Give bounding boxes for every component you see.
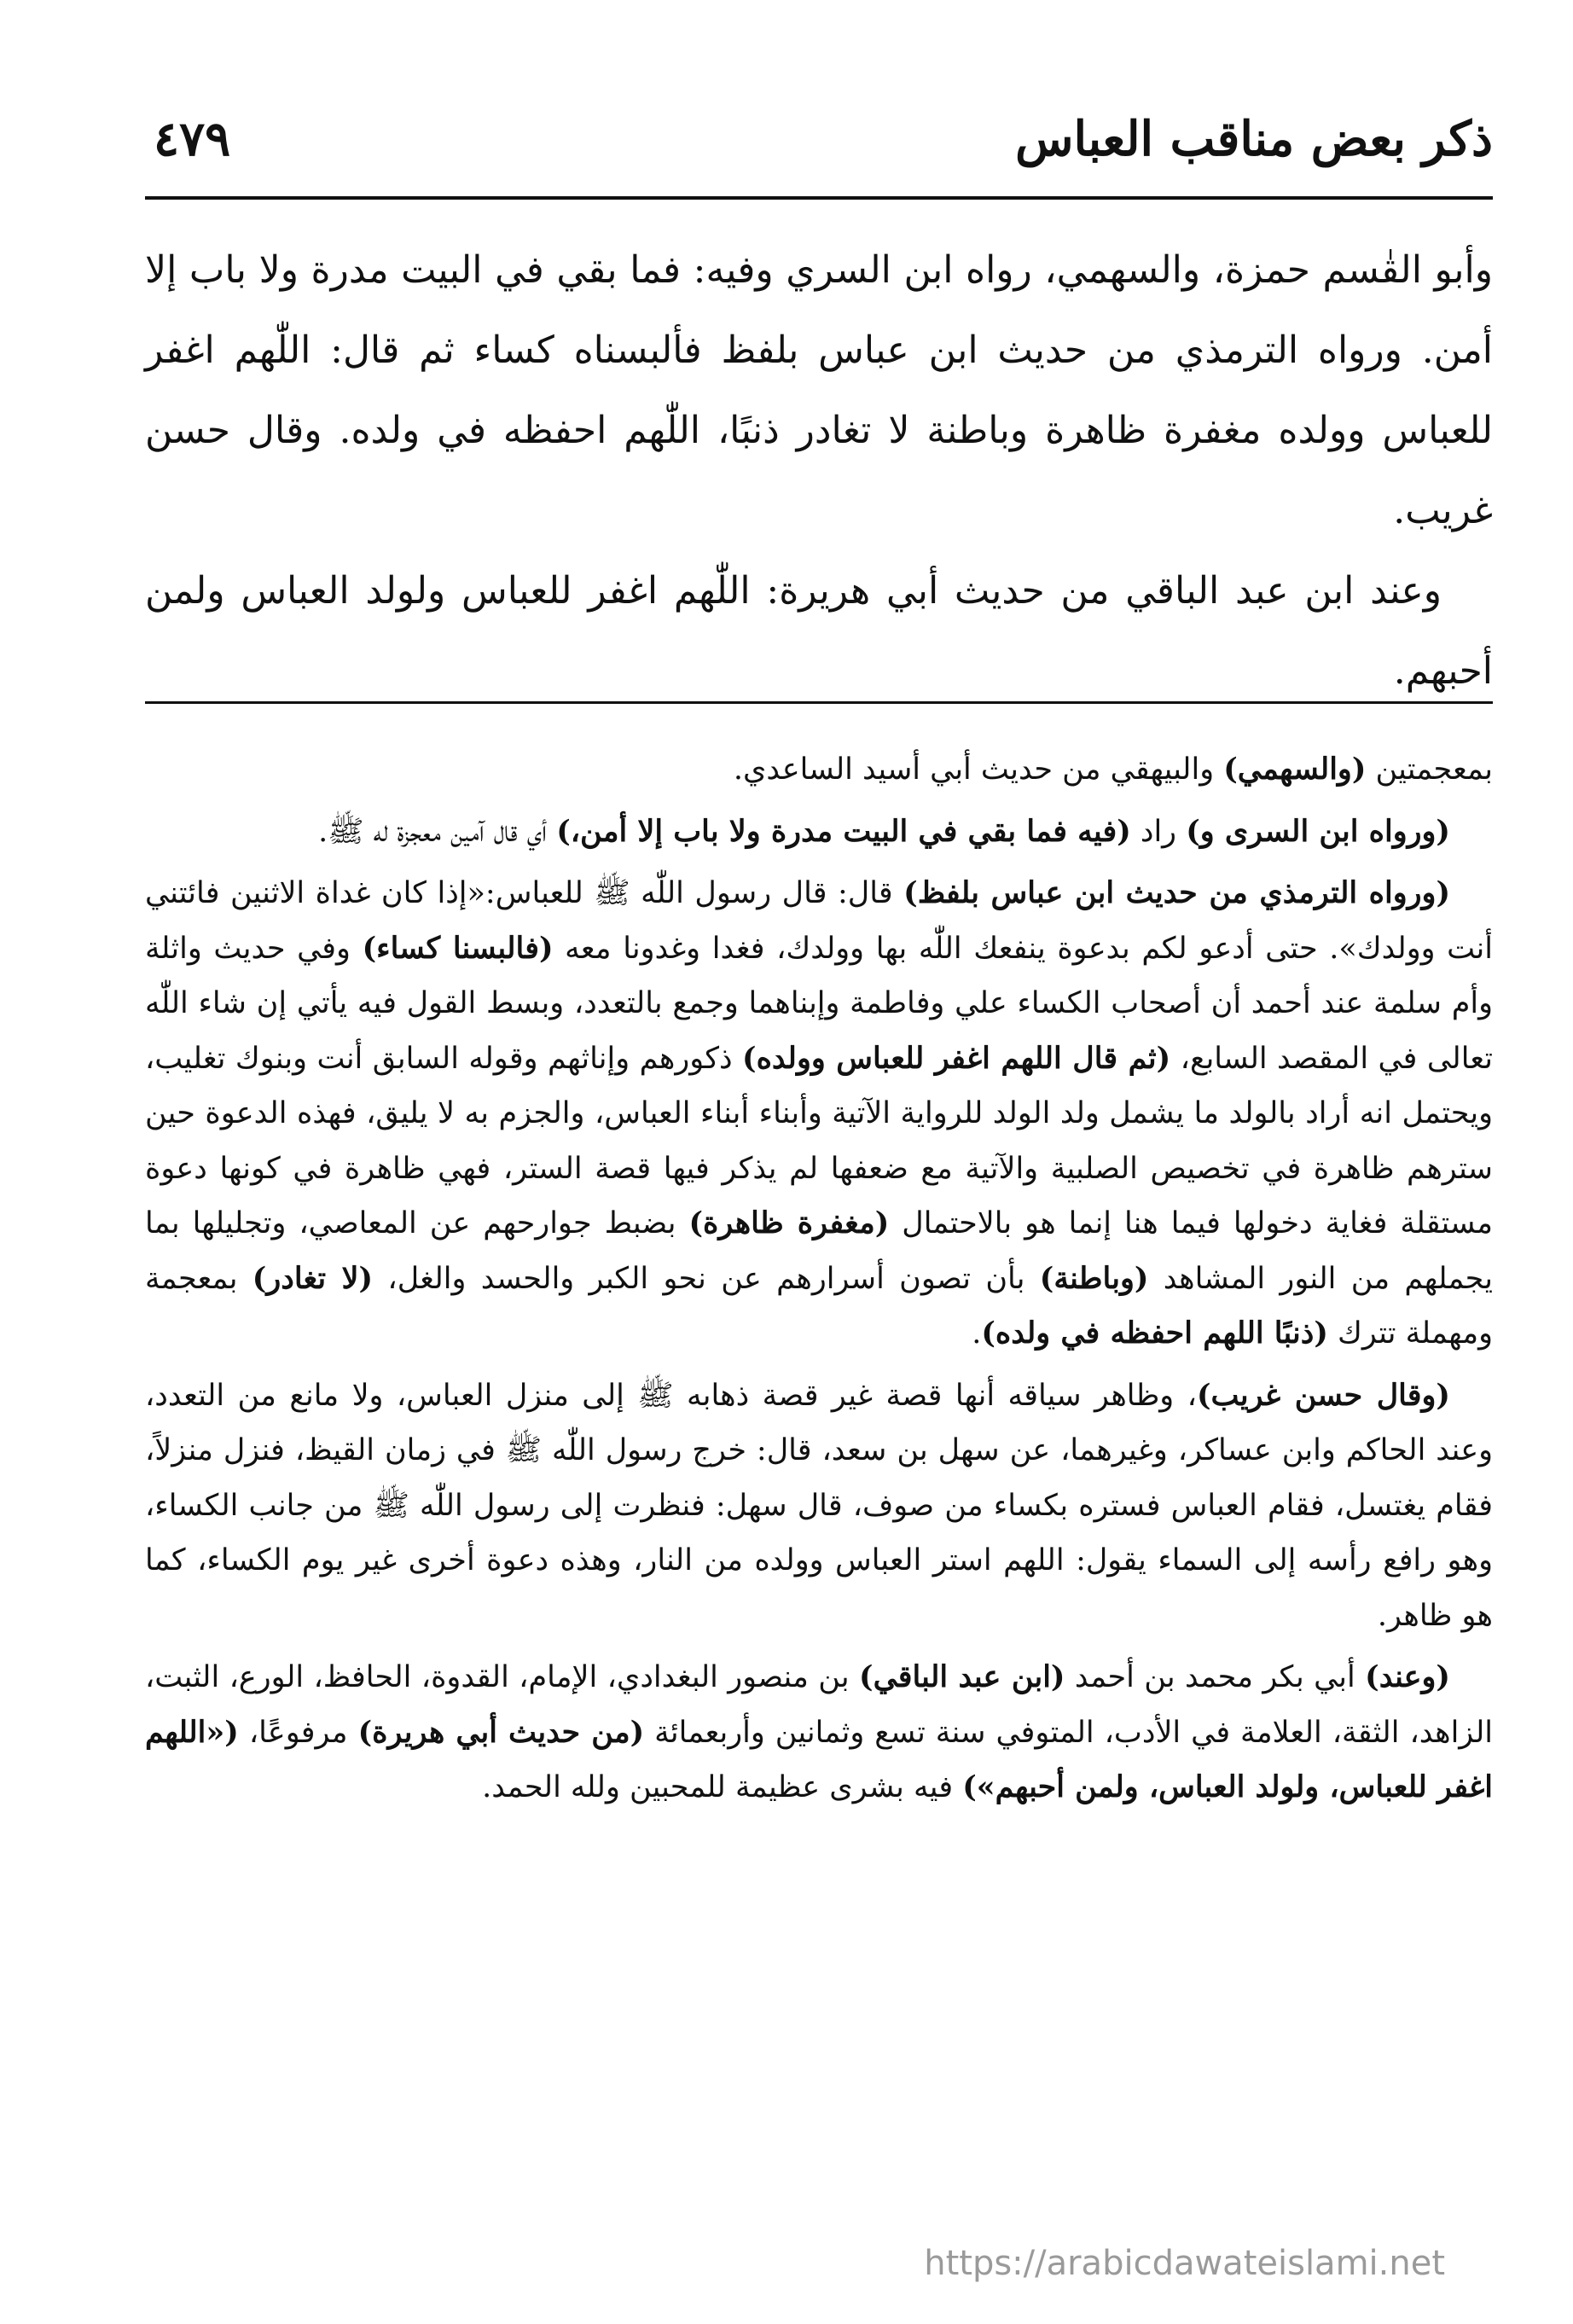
quoted-lemma: (ثم قال اللهم اغفر للعباس وولده) (742, 1040, 1171, 1076)
book-page (145, 0, 1493, 2324)
quoted-lemma: (ذنبًا اللهم احفظه في ولده) (981, 1316, 1328, 1351)
quoted-lemma: (ابن عبد الباقي) (859, 1659, 1065, 1694)
commentary-text-run: والبيهقي من حديث أبي أسيد الساعدي. (733, 752, 1224, 787)
commentary-text-run: بن منصور البغدادي، الإمام، القدوة، الحافظ، الورع، الثبت، الزاهد، الثقة، العلامة في الأدب، المتوفي سنة تسع وثمانين وأربعمائة (145, 1660, 1493, 1750)
quoted-lemma: (وعند) (1365, 1659, 1450, 1694)
commentary-text-run: ، وظاهر سياقه أنها قصة غير قصة ذهابه ﷺ إلى منزل العباس، ولا مانع من التعدد، وعند الحاكم وابن عساكر، وغيرهما، عن سهل بن سعد، قال: خرج رسول اللّٰه ﷺ في زمان القيظ، فنزل منزلاً، فقام يغتسل، فقام العباس فستره بكساء من صوف، قال سهل: فنظرت إلى رسول اللّٰه ﷺ من جانب الكساء، وهو رافع رأسه إلى السماء يقول: اللهم استر العباس وولده من النار، وهذه دعوة أخرى غير يوم الكساء، كما هو ظاهر. (145, 1378, 1493, 1633)
main-paragraph-1: وأبو القٰسم حمزة، والسهمي، رواه ابن السري وفيه: فما بقي في البيت مدرة ولا باب إلا أمن. ورواه الترمذي من حديث ابن عباس بلفظ فألبسناه كساء ثم قال: اللّٰهم اغفر للعباس وولده مغفرة ظاهرة وباطنة لا تغادر ذنبًا، اللّٰهم احفظه في ولده. وقال حسن غريب. (145, 248, 1494, 532)
quoted-lemma: (ورواه ابن السرى و) (1186, 813, 1450, 849)
page-header (145, 101, 1493, 177)
commentary-divider (145, 701, 1493, 704)
main-paragraph-2: وعند ابن عبد الباقي من حديث أبي هريرة: اللّٰهم اغفر للعباس ولولد العباس ولمن أحبهم. (145, 569, 1493, 693)
commentary-paragraph-2 (145, 805, 1493, 860)
commentary-paragraph-4 (145, 1368, 1493, 1644)
commentary-text-run: ذكورهم وإناثهم وقوله السابق أنت وبنوك تغليب، ويحتمل انه أراد بالولد ما يشمل ولد الولد للرواية الآتية وأبناء أبناء العباس، والجزم به لا يليق، فهذه الدعوة حين سترهم ظاهرة في تخصيص الصلبية والآتية مع ضعفها لم يذكر فيها قصة الستر، فهي ظاهرة في كونها دعوة مستقلة فغاية دخولها فيما هنا إنما هو بالاحتمال (145, 1041, 1493, 1240)
commentary-text-run: بضبط جوارحهم عن المعاصي، وتجليلها بما يجملهم من النور المشاهد (145, 1206, 1494, 1296)
running-title: ذكر بعض مناقب العباس (1015, 111, 1493, 167)
quoted-lemma: («اللهم اغفر للعباس، ولولد العباس، ولمن أحبهم») (145, 1714, 1493, 1804)
watermark-url: https://arabicdawateislami.net (924, 2244, 1445, 2283)
commentary-text-run: راد (1130, 814, 1187, 849)
quoted-lemma: (والسهمي) (1223, 752, 1367, 787)
quoted-lemma: (من حديث أبي هريرة) (357, 1714, 645, 1750)
commentary-paragraph-3 (145, 866, 1493, 1362)
commentary-text-run: بمعجمة ومهملة تترك (145, 1261, 1493, 1351)
quoted-lemma: (فيه فما بقي في البيت مدرة ولا باب إلا أمن،) (556, 813, 1131, 849)
page-number: ٤٧٩ (154, 111, 231, 167)
commentary-text-run: وفي حديث واثلة وأم سلمة عند أحمد أن أصحاب الكساء علي وفاطمة وإبناهما وجمع بالتعدد، وبسط القول فيه يأتي إن شاء اللّٰه تعالى في المقصد السابع، (145, 931, 1493, 1076)
quoted-lemma: (ورواه الترمذي من حديث ابن عباس بلفظ) (903, 875, 1450, 910)
commentary-text (145, 742, 1493, 1822)
quoted-lemma: (وقال حسن غريب) (1196, 1377, 1450, 1413)
commentary-text-run: بمعجمتين (1366, 752, 1493, 787)
commentary-text-run: قال: قال رسول اللّٰه ﷺ للعباس:«إذا كان غداة الاثنين فائتني أنت وولدك». حتى أدعو لكم بدعوة ينفعك اللّٰه بها وولدك، فغدا وغدونا معه (145, 876, 1493, 966)
main-text (145, 230, 1493, 712)
commentary-text-run: بأن تصون أسرارهم عن نحو الكبر والحسد والغل، (373, 1261, 1040, 1296)
commentary-text-run: أي قال آمين معجزة له ﷺ. (318, 814, 557, 849)
commentary-text-run: . (972, 1316, 982, 1351)
commentary-text-run: فيه بشرى عظيمة للمحبين ولله الحمد. (482, 1770, 963, 1804)
quoted-lemma: (فالبسنا كساء) (362, 930, 554, 966)
quoted-lemma: (وباطنة) (1039, 1260, 1149, 1296)
commentary-text-run: أبي بكر محمد بن أحمد (1065, 1660, 1366, 1694)
quoted-lemma: (مغفرة ظاهرة) (688, 1206, 890, 1240)
commentary-text-run: مرفوعًا، (238, 1715, 358, 1750)
quoted-lemma: (لا تغادر) (252, 1260, 374, 1296)
header-rule (145, 196, 1493, 200)
commentary-paragraph-5 (145, 1650, 1493, 1816)
commentary-paragraph-1 (145, 742, 1493, 798)
